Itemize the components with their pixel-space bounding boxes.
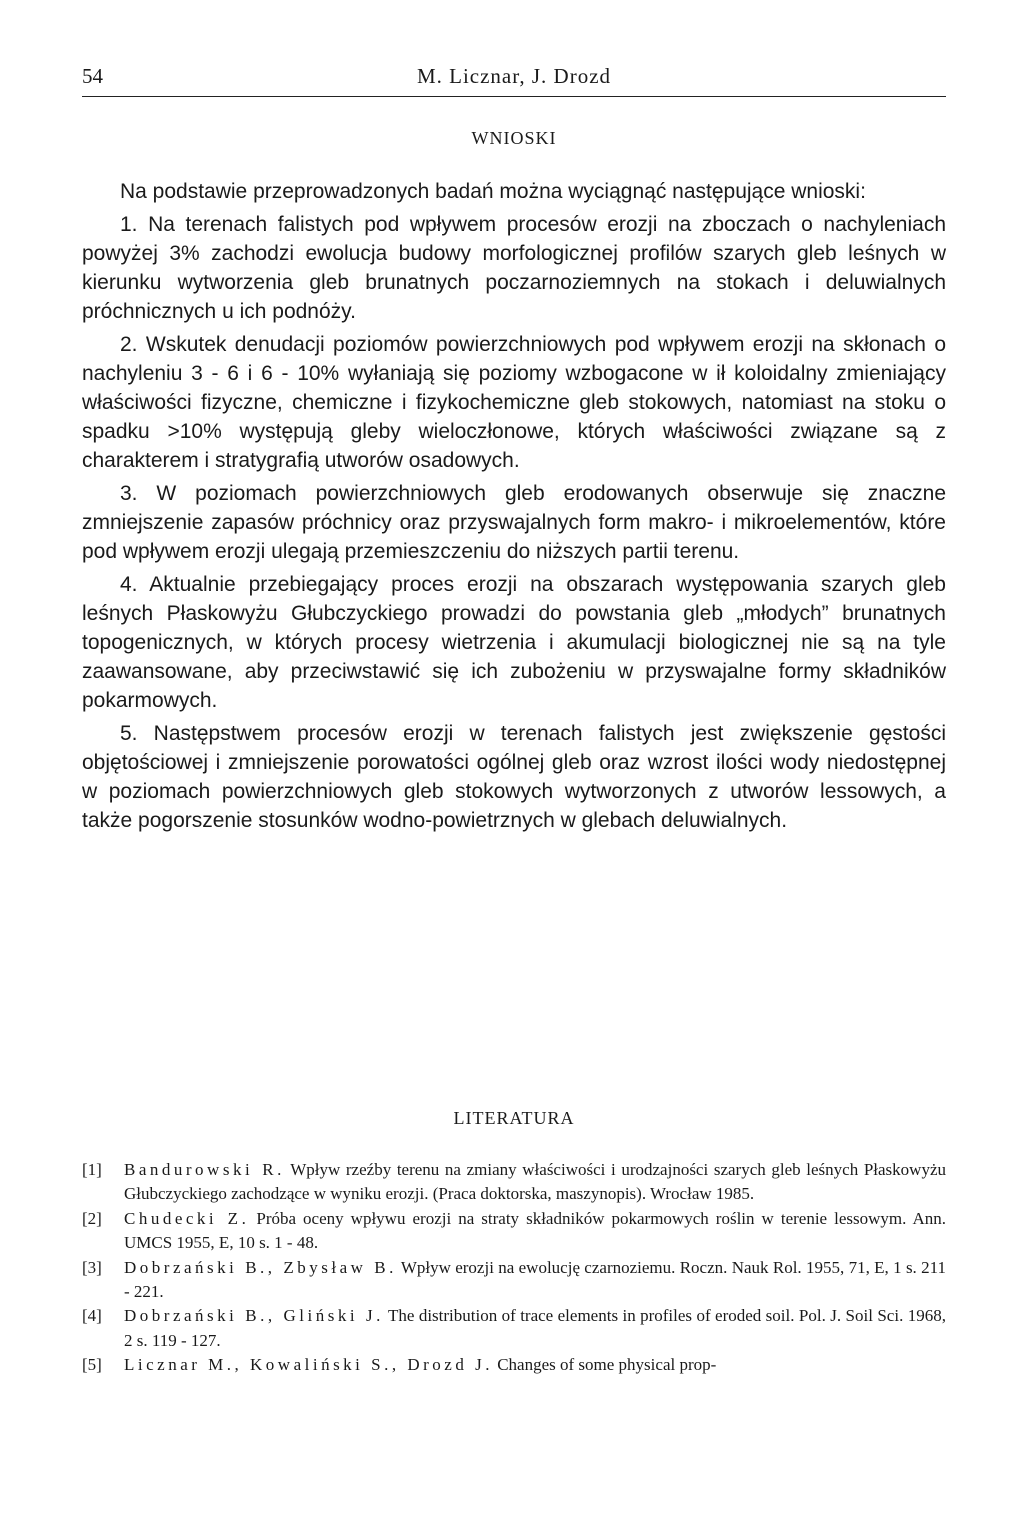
reference-number: [4]	[82, 1306, 102, 1326]
header-rule	[82, 96, 946, 97]
reference-text	[124, 1207, 946, 1256]
conclusion-1: 1. Na terenach falistych pod wpływem procesów erozji na zboczach o nachyleniach powyżej 3% zachodzi ewolucja budowy morfologicznej profilów szarych gleb leśnych w kierunku wytworzenia gleb brunatnych poczarnoziemnych na stokach i deluwialnych próchnicznych u ich podnóży.	[82, 213, 946, 323]
reference-item	[82, 1304, 946, 1353]
conclusion-3: 3. W poziomach powierzchniowych gleb erodowanych obserwuje się znaczne zmniejszenie zapasów próchnicy oraz przyswajalnych form makro- i mikroelementów, które pod wpływem erozji ulegają przemieszczeniu do niższych partii terenu.	[82, 482, 946, 563]
reference-number: [5]	[82, 1355, 102, 1375]
reference-item	[82, 1207, 946, 1256]
reference-number: [2]	[82, 1208, 102, 1228]
conclusion-5: 5. Następstwem procesów erozji w terenach falistych jest zwiększenie gęstości objętościowej i zmniejszenie porowatości ogólnej gleb oraz wzrost ilości wody niedostępnej w poziomach powierzchniowych gleb stokowych wytworzonych z utworów lessowych, a także pogorszenie stosunków wodno-powietrznych w glebach deluwialnych.	[82, 722, 946, 832]
page-header	[82, 64, 946, 94]
literature-heading: LITERATURA	[453, 1108, 575, 1128]
reference-citation: The distribution of trace elements in profiles of eroded soil. Pol. J. Soil Sci. 1968, 2 s. 119 - 127.	[124, 1306, 946, 1350]
reference-text	[124, 1304, 946, 1353]
reference-author: Dobrzański B., Gliński J.	[124, 1306, 384, 1326]
reference-citation: Próba oceny wpływu erozji na straty składników pokarmowych roślin w terenie lessowym. Ann. UMCS 1955, E, 10 s. 1 - 48.	[124, 1208, 946, 1253]
reference-author: Bandurowski R.	[124, 1160, 285, 1179]
reference-item	[82, 1158, 946, 1207]
conclusion-2: 2. Wskutek denudacji poziomów powierzchniowych pod wpływem erozji na skłonach o nachyleniu 3 - 6 i 6 - 10% wyłaniają się poziomy wzbogacone w ił koloidalny zmieniający właściwości fizyczne, chemiczne i fizykochemiczne gleb stokowych, natomiast na stoku o spadku >10% występują gleby wieloczłonowe, których właściwości związane są z charakterem i stratygrafią utworów osadowych.	[82, 333, 946, 472]
reference-author: Licznar M., Kowaliński S., Drozd J.	[124, 1355, 493, 1375]
reference-citation: Wpływ erozji na ewolucję czarnoziemu. Roczn. Nauk Rol. 1955, 71, E, 1 s. 211 - 221.	[124, 1257, 947, 1302]
reference-text	[124, 1158, 946, 1207]
page-number: 54	[82, 64, 103, 88]
reference-number: [3]	[82, 1257, 102, 1277]
running-head: M. Licznar, J. Drozd	[416, 64, 612, 88]
reference-author: Dobrzański B., Zbysław B.	[124, 1257, 397, 1277]
reference-text	[124, 1256, 946, 1305]
reference-list	[82, 1158, 946, 1378]
conclusions-heading: WNIOSKI	[471, 128, 557, 148]
conclusions-intro: Na podstawie przeprowadzonych badań można wyciągnąć następujące wnioski:	[120, 180, 866, 203]
reference-citation: Wpływ rzeźby terenu na zmiany właściwości i urodzajności szarych gleb leśnych Płaskowyżu Głubczyckiego zachodzące w wyniku erozji. (Praca doktorska, maszynopis). Wrocław 1985.	[124, 1160, 946, 1204]
reference-item	[82, 1353, 946, 1377]
conclusion-4: 4. Aktualnie przebiegający proces erozji na obszarach występowania szarych gleb leśnych Płaskowyżu Głubczyckiego prowadzi do powstania gleb „młodych” brunatnych topogenicznych, w których procesy wietrzenia i akumulacji biologicznej nie są na tyle zaawansowane, aby przeciwstawić się ich zubożeniu w przyswajalne formy składników pokarmowych.	[82, 573, 946, 712]
reference-citation: Changes of some physical prop-	[497, 1355, 717, 1375]
reference-text	[124, 1353, 946, 1377]
reference-number: [1]	[82, 1160, 102, 1179]
conclusions-body	[82, 177, 946, 835]
reference-author: Chudecki Z.	[124, 1208, 250, 1228]
reference-item	[82, 1256, 946, 1305]
